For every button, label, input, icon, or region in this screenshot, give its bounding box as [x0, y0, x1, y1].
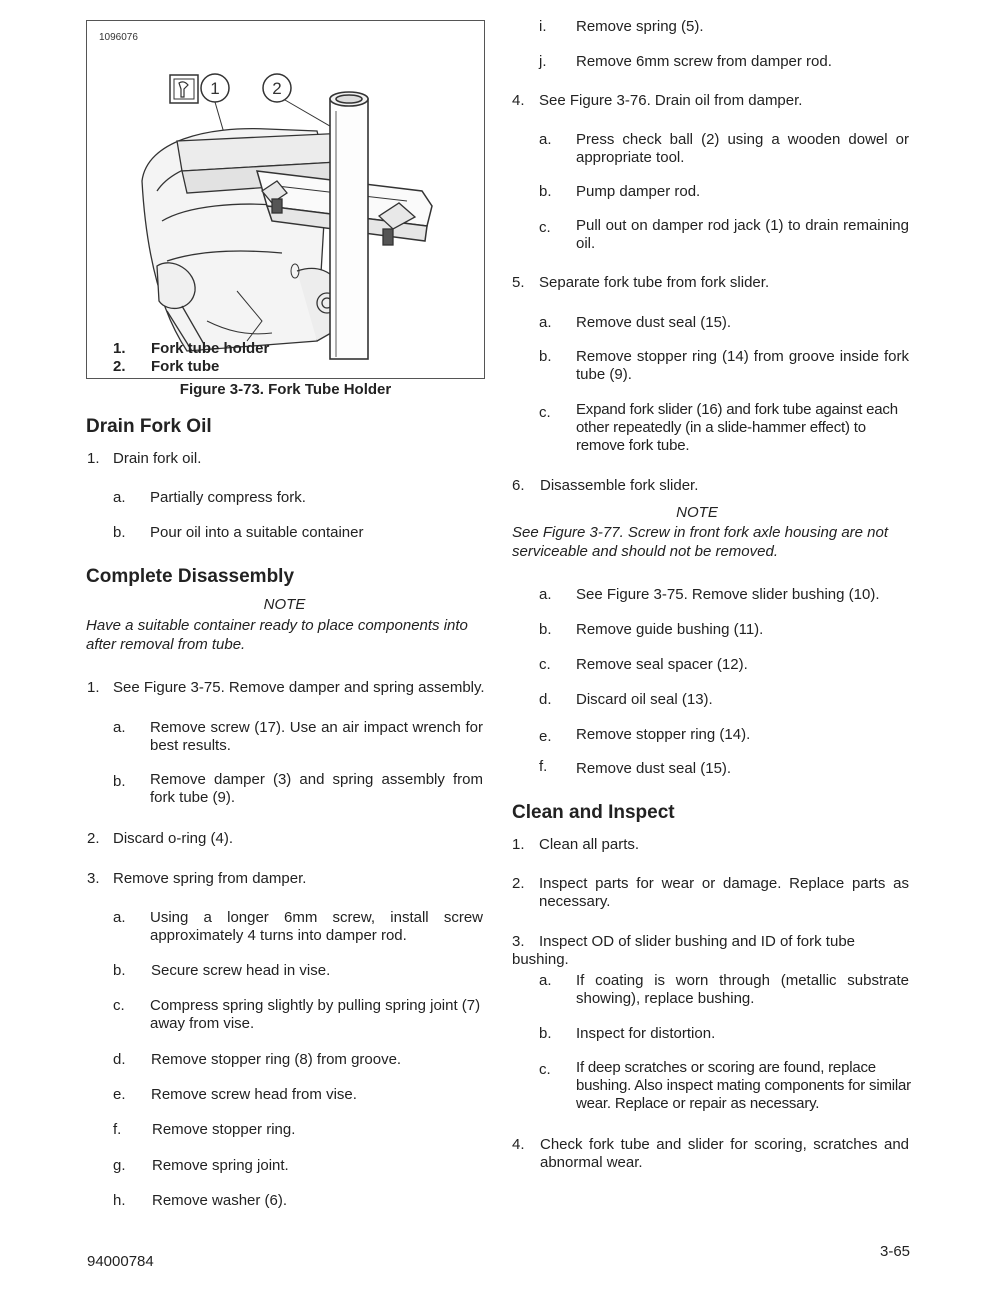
document-number: 94000784 [87, 1253, 154, 1270]
callout-1 [201, 74, 229, 102]
callout-2 [263, 74, 291, 102]
right-step-5: 5. Separate fork tube from fork slider. [512, 274, 770, 291]
drain-step-1: 1. Drain fork oil. [87, 450, 202, 467]
fork-tube [330, 92, 368, 359]
note-title-left: NOTE [263, 596, 306, 613]
drain-fork-oil-heading: Drain Fork Oil [86, 416, 212, 437]
drain-step-1a: a. Partially compress fork. [113, 489, 306, 506]
clean-step-3: 3. Inspect OD of slider bushing and ID of fork tube bushing. [512, 933, 856, 968]
disassembly-step-3: 3. Remove spring from damper. [87, 870, 307, 887]
clean-step-4: 4. Check fork tube and slider for scoring, scratches and abnormal wear. [512, 1136, 909, 1171]
drain-step-1b: b. Pour oil into a suitable container [113, 524, 364, 541]
disassembly-step-3f: f. Remove stopper ring. [113, 1121, 296, 1138]
clean-step-3a: a. If coating is worn through (metallic substrate showing), replace bushing. [539, 972, 909, 1007]
figure-caption: Figure 3-73. Fork Tube Holder [179, 381, 392, 398]
tool-icon [170, 75, 198, 103]
right-step-5c: c. Expand fork slider (16) and fork tube against each other repeatedly (in a slide-hammer effect) to remove fork tube. [539, 401, 898, 454]
note-text-left: Have a suitable container ready to place components into after removal from tube. [86, 617, 468, 653]
right-step-4b: b. Pump damper rod. [539, 183, 701, 200]
right-step-5a: a. Remove dust seal (15). [539, 314, 732, 331]
disassembly-step-1a: a. Remove screw (17). Use an air impact wrench for best results. [113, 719, 483, 754]
disassembly-step-3h: h. Remove washer (6). [113, 1192, 288, 1209]
right-step-4: 4. See Figure 3-76. Drain oil from damper. [512, 92, 803, 109]
right-step-5b: b. Remove stopper ring (14) from groove inside fork tube (9). [539, 348, 909, 383]
slider-step-e: e. Remove stopper ring (14). [539, 726, 751, 745]
disassembly-step-1b: b. Remove damper (3) and spring assembly from fork tube (9). [113, 771, 483, 806]
disassembly-step-3a: a. Using a longer 6mm screw, install screw approximately 4 turns into damper rod. [113, 909, 483, 944]
clean-step-2: 2. Inspect parts for wear or damage. Replace parts as necessary. [512, 875, 909, 910]
fork-tube-holder-illustration [87, 21, 484, 378]
clean-step-3b: b. Inspect for distortion. [539, 1025, 716, 1042]
right-step-j: j. Remove 6mm screw from damper rod. [539, 53, 832, 70]
right-step-6: 6. Disassemble fork slider. [512, 477, 699, 494]
disassembly-step-1: 1. See Figure 3-75. Remove damper and spring assembly. [87, 679, 485, 696]
figure-legend-2: 2. Fork tube [113, 358, 220, 375]
page-number: 3-65 [880, 1243, 911, 1260]
figure-frame [86, 20, 485, 379]
disassembly-step-3e: e. Remove screw head from vise. [113, 1086, 357, 1103]
right-step-4c: c. Pull out on damper rod jack (1) to drain remaining oil. [539, 217, 909, 252]
right-step-4a: a. Press check ball (2) using a wooden dowel or appropriate tool. [539, 131, 909, 166]
svg-text:1: 1 [210, 79, 220, 98]
slider-step-a: a. See Figure 3-75. Remove slider bushing (10). [539, 586, 880, 603]
slider-step-b: b. Remove guide bushing (11). [539, 621, 764, 638]
clean-step-3c: c. If deep scratches or scoring are found, replace bushing. Also inspect mating components for similar wear. Replace or repair as necessary. [539, 1059, 911, 1112]
svg-text:2: 2 [272, 79, 282, 98]
right-step-i: i. Remove spring (5). [539, 18, 704, 35]
note-title-right: NOTE [676, 504, 718, 521]
disassembly-step-3d: d. Remove stopper ring (8) from groove. [113, 1051, 402, 1068]
slider-step-c: c. Remove seal spacer (12). [539, 656, 748, 673]
note-text-right: See Figure 3-77. Screw in front fork axle housing are not serviceable and should not be removed. [512, 524, 889, 560]
complete-disassembly-heading: Complete Disassembly [86, 566, 295, 587]
disassembly-step-3b: b. Secure screw head in vise. [113, 962, 331, 979]
disassembly-step-3c: c. Compress spring slightly by pulling spring joint (7) away from vise. [113, 997, 481, 1032]
vise-body [142, 129, 357, 351]
clean-inspect-heading: Clean and Inspect [512, 802, 675, 823]
figure-legend-1: 1. Fork tube holder [113, 340, 270, 357]
figure-id: 1096076 [99, 32, 138, 43]
slider-step-d: d. Discard oil seal (13). [539, 691, 713, 708]
disassembly-step-3g: g. Remove spring joint. [113, 1157, 289, 1174]
disassembly-step-2: 2. Discard o-ring (4). [87, 830, 234, 847]
slider-step-f: f. Remove dust seal (15). [539, 758, 732, 777]
clean-step-1: 1. Clean all parts. [512, 836, 640, 853]
